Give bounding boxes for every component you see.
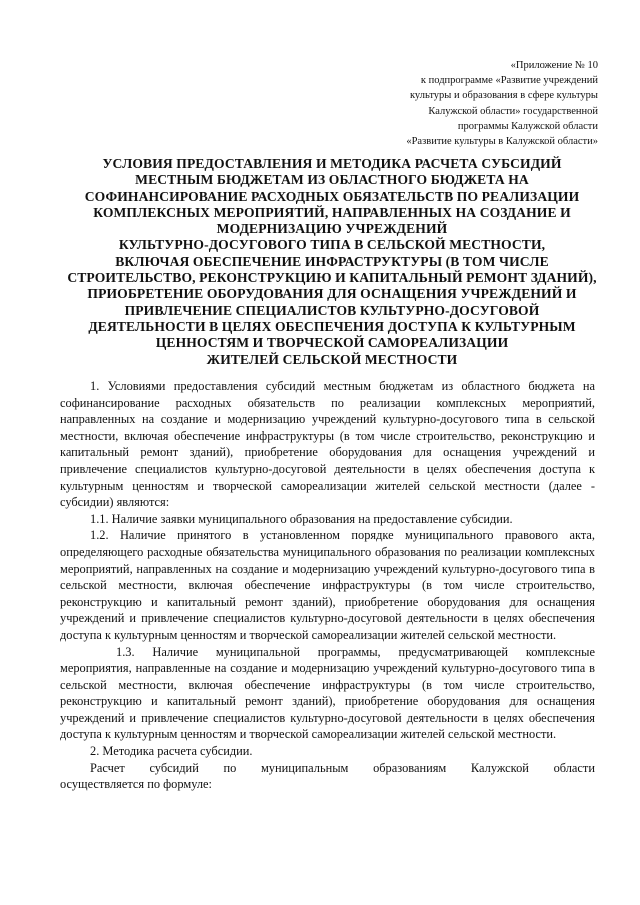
word: муниципальным — [260, 760, 349, 775]
paragraph-2: 2. Методика расчета субсидии. — [90, 744, 253, 759]
annex-line: программы Калужской области — [457, 120, 598, 132]
annex-line: «Приложение № 10 — [510, 60, 598, 71]
annex-line: культуры и образования в сфере культуры — [409, 90, 598, 102]
title-line: ВКЛЮЧАЯ ОБЕСПЕЧЕНИЕ ИНФРАСТРУКТУРЫ (В ТОМ ЧИСЛЕ — [115, 253, 549, 269]
word: по — [223, 760, 237, 775]
word: субсидий — [149, 760, 199, 775]
paragraph-1-1: 1.1. Наличие заявки муниципального образования на предоставление субсидии. — [90, 511, 513, 526]
title-line: МОДЕРНИЗАЦИЮ УЧРЕЖДЕНИЙ — [216, 221, 448, 237]
title-line: ПРИВЛЕЧЕНИЕ СПЕЦИАЛИСТОВ КУЛЬТУРНО-ДОСУГОВОЙ — [124, 302, 540, 318]
document-body — [60, 378, 595, 793]
paragraph-1-3: 1.3. Наличие муниципальной программы, предусматривающей комплексные мероприятия, направленные на создание и модернизацию учреждений культурно-досугового типа в сельской местности, включая обеспечение инфраструктуры (в том числе строительство, реконструкцию и капитальный ремонт зданий), приобретение оборудования для оснащения учреждений и привлечение специалистов культурно-досуговой деятельности в целях обеспечения доступа к культурным ценностям и творческой самореализации жителей сельской местности. — [60, 644, 595, 742]
annex-line: Калужской области» государственной — [428, 105, 598, 117]
paragraph-1-2: 1.2. Наличие принятого в установленном порядке муниципального правового акта, определяющего расходные обязательства муниципального образования по реализации комплексных мероприятий, направленных на создание и модернизацию учреждений культурно-досугового типа в сельской местности, включая обеспечение инфраструктуры (в том числе строительство, реконструкцию и капитальный ремонт зданий), приобретение оборудования для оснащения учреждений и привлечение специалистов культурно-досуговой деятельности в целях обеспечения доступа к культурным ценностям и творческой самореализации жителей сельской местности. — [60, 528, 595, 642]
title-line: МЕСТНЫМ БЮДЖЕТАМ ИЗ ОБЛАСТНОГО БЮДЖЕТА НА — [135, 172, 529, 188]
title-line: ДЕЯТЕЛЬНОСТИ В ЦЕЛЯХ ОБЕСПЕЧЕНИЯ ДОСТУПА К КУЛЬТУРНЫМ — [88, 318, 576, 334]
title-line: СОФИНАНСИРОВАНИЕ РАСХОДНЫХ ОБЯЗАТЕЛЬСТВ ПО РЕАЛИЗАЦИИ — [84, 188, 580, 204]
annex-header — [338, 58, 598, 149]
annex-line: «Развитие культуры в Калужской области» — [406, 136, 598, 148]
annex-line: к подпрограмме «Развитие учреждений — [420, 75, 598, 87]
word: области — [553, 760, 595, 775]
title-line: ЦЕННОСТЯМ И ТВОРЧЕСКОЙ САМОРЕАЛИЗАЦИИ — [155, 335, 509, 351]
title-line: ЖИТЕЛЕЙ СЕЛЬСКОЙ МЕСТНОСТИ — [206, 351, 458, 367]
paragraph-3 — [60, 760, 595, 793]
word: образованиям — [373, 760, 447, 775]
title-line: ПРИОБРЕТЕНИЕ ОБОРУДОВАНИЯ ДЛЯ ОСНАЩЕНИЯ УЧРЕЖДЕНИЙ И — [87, 286, 577, 302]
title-line: УСЛОВИЯ ПРЕДОСТАВЛЕНИЯ И МЕТОДИКА РАСЧЕТА СУБСИДИЙ — [102, 156, 562, 171]
paragraph-1: 1. Условиями предоставления субсидий местным бюджетам из областного бюджета на софинансирование расходных обязательств по реализации комплексных мероприятий, направленных на создание и модернизацию учреждений культурно-досугового типа в сельской местности, включая обеспечение инфраструктуры (в том числе строительство, реконструкцию и капитальный ремонт зданий), приобретение оборудования для оснащения учреждений и привлечение специалистов культурно-досуговой деятельности в целях обеспечения доступа к культурным ценностям и творческой самореализации жителей сельской местности (далее - субсидии) являются: — [60, 379, 595, 510]
title-line: СТРОИТЕЛЬСТВО, РЕКОНСТРУКЦИЮ И КАПИТАЛЬНЫЙ РЕМОНТ ЗДАНИЙ), — [67, 270, 597, 286]
paragraph-3-second-line: осуществляется по формуле: — [60, 777, 213, 792]
document-title — [52, 156, 612, 368]
title-line: КОМПЛЕКСНЫХ МЕРОПРИЯТИЙ, НАПРАВЛЕННЫХ НА СОЗДАНИЕ И — [93, 204, 571, 220]
title-line: КУЛЬТУРНО-ДОСУГОВОГО ТИПА В СЕЛЬСКОЙ МЕСТНОСТИ, — [118, 237, 546, 253]
paragraph-3-first-line — [60, 760, 595, 777]
word: Калужской — [470, 760, 529, 775]
word: Расчет — [90, 760, 125, 775]
